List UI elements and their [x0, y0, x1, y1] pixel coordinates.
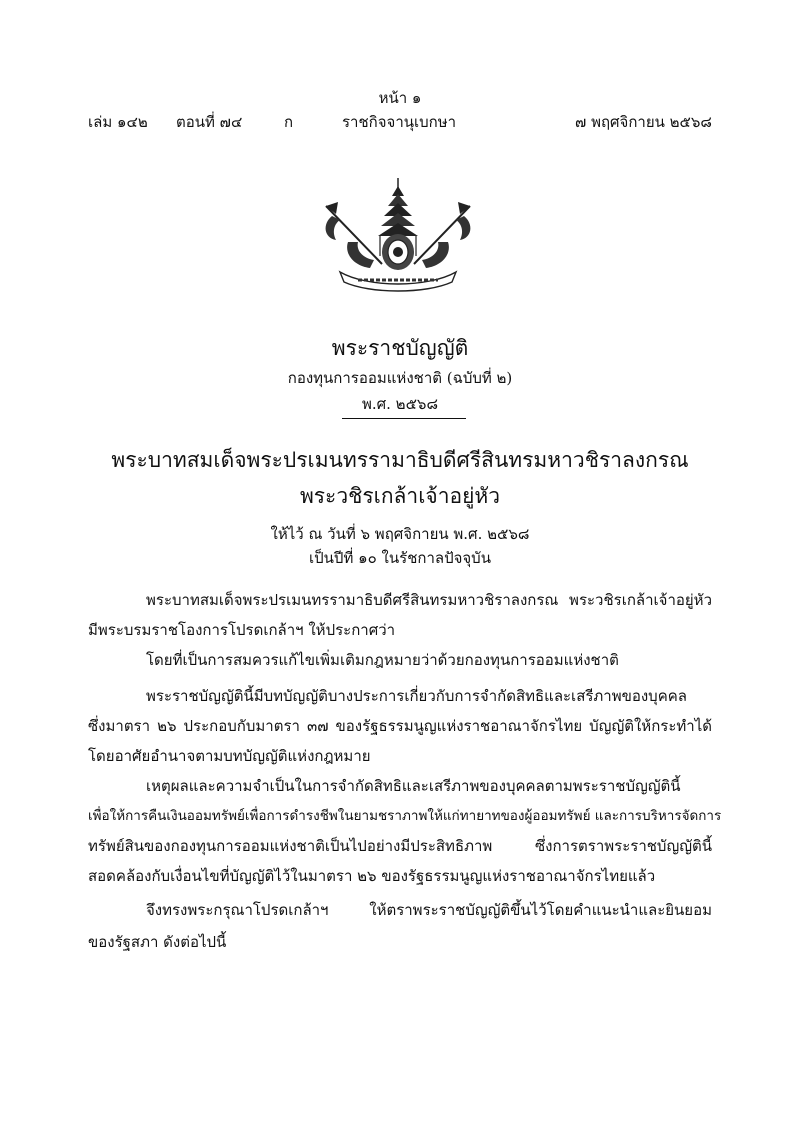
paragraph-line: ทรัพย์สินของกองทุนการออมแห่งชาติเป็นไปอย่างมีประสิทธิภาพ ซึ่งการตราพระราชบัญญัตินี้	[88, 837, 712, 855]
royal-name-line-1: พระบาทสมเด็จพระปรเมนทรรามาธิบดีศรีสินทรมหาวชิราลงกรณ	[111, 448, 689, 472]
section-label: ก	[284, 113, 294, 131]
royal-emblem-icon	[318, 176, 478, 294]
page-number: หน้า ๑	[378, 89, 422, 107]
paragraph-line: พระบาทสมเด็จพระปรเมนทรรามาธิบดีศรีสินทรมหาวชิราลงกรณ พระวชิรเกล้าเจ้าอยู่หัว	[146, 591, 712, 609]
document-year: พ.ศ. ๒๕๖๘	[361, 395, 439, 413]
publication-date: ๗ พฤศจิกายน ๒๕๖๘	[575, 113, 712, 131]
paragraph-line: จึงทรงพระกรุณาโปรดเกล้าฯ ให้ตราพระราชบัญญัติขึ้นไว้โดยคำแนะนำและยินยอม	[146, 901, 712, 919]
gazette-header	[88, 110, 712, 132]
gazette-name: ราชกิจจานุเบกษา	[342, 113, 457, 131]
volume-label: เล่ม ๑๔๒	[88, 113, 148, 131]
paragraph-line: โดยอาศัยอำนาจตามบทบัญญัติแห่งกฎหมาย	[88, 747, 371, 765]
document-type: พระราชบัญญัติ	[331, 336, 469, 360]
paragraph-line: ซึ่งมาตรา ๒๖ ประกอบกับมาตรา ๓๗ ของรัฐธรรมนูญแห่งราชอาณาจักรไทย บัญญัติให้กระทำได้	[88, 717, 712, 735]
paragraph-line: โดยที่เป็นการสมควรแก้ไขเพิ่มเติมกฎหมายว่าด้วยกองทุนการออมแห่งชาติ	[146, 651, 619, 669]
document-title: กองทุนการออมแห่งชาติ (ฉบับที่ ๒)	[287, 369, 513, 387]
paragraph-line: สอดคล้องกับเงื่อนไขที่บัญญัติไว้ในมาตรา ๒๖ ของรัฐธรรมนูญแห่งราชอาณาจักรไทยแล้ว	[88, 867, 656, 885]
paragraph-line: พระราชบัญญัตินี้มีบทบัญญัติบางประการเกี่ยวกับการจำกัดสิทธิและเสรีภาพของบุคคล	[146, 687, 687, 705]
paragraph-line: เพื่อให้การคืนเงินออมทรัพย์เพื่อการดำรงชีพในยามชราภาพให้แก่ทายาทของผู้ออมทรัพย์ และการบริหารจัดการ	[88, 808, 722, 824]
paragraph-line: ของรัฐสภา ดังต่อไปนี้	[88, 933, 227, 951]
reign-year: เป็นปีที่ ๑๐ ในรัชกาลปัจจุบัน	[309, 549, 491, 567]
paragraph-line: มีพระบรมราชโองการโปรดเกล้าฯ ให้ประกาศว่า	[88, 621, 396, 639]
given-date: ให้ไว้ ณ วันที่ ๖ พฤศจิกายน พ.ศ. ๒๕๖๘	[270, 525, 530, 543]
royal-name-line-2: พระวชิรเกล้าเจ้าอยู่หัว	[299, 484, 501, 508]
issue-label: ตอนที่ ๗๔	[176, 113, 243, 131]
title-divider	[342, 418, 466, 419]
paragraph-line: เหตุผลและความจำเป็นในการจำกัดสิทธิและเสรีภาพของบุคคลตามพระราชบัญญัตินี้	[146, 777, 681, 795]
